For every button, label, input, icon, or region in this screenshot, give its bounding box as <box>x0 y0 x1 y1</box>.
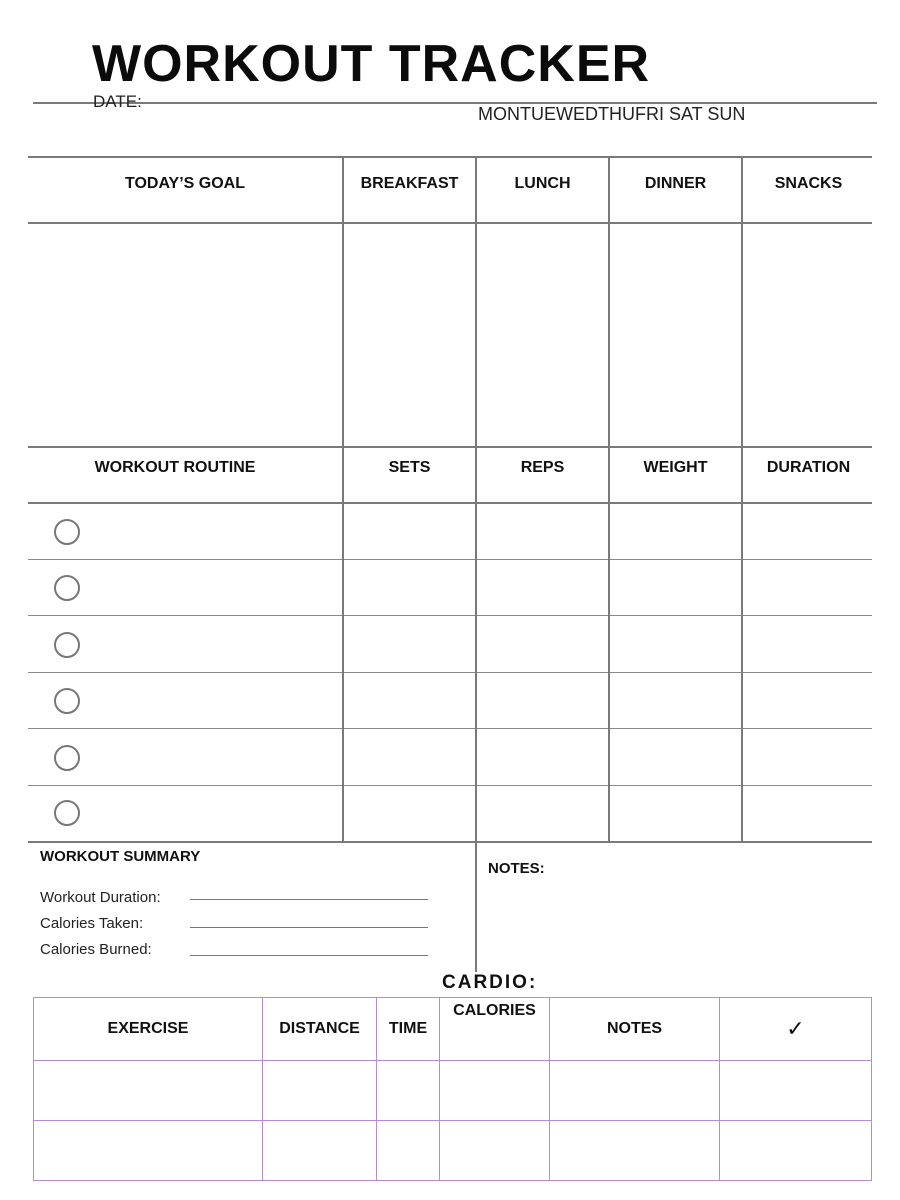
row-divider <box>28 728 872 729</box>
notes-divider <box>475 842 477 972</box>
cardio-distance-cell[interactable] <box>263 1061 377 1121</box>
header-lunch: LUNCH <box>514 175 571 192</box>
page-title: WORKOUT TRACKER <box>92 35 651 93</box>
row-divider <box>28 785 872 786</box>
header-sets: SETS <box>388 459 431 476</box>
date-label: DATE: <box>93 92 142 111</box>
workout-summary-title: WORKOUT SUMMARY <box>40 848 201 865</box>
calories-taken-field[interactable] <box>190 927 428 928</box>
breakfast-field[interactable] <box>344 224 475 446</box>
cardio-check-cell[interactable] <box>720 1061 872 1121</box>
workout-header-border <box>28 502 872 504</box>
workout-col-divider <box>608 446 610 842</box>
dinner-field[interactable] <box>610 224 741 446</box>
exercise-checkbox[interactable] <box>54 688 80 714</box>
cardio-distance-cell[interactable] <box>263 1121 377 1181</box>
cardio-time-cell[interactable] <box>377 1061 440 1121</box>
todays-goal-field[interactable] <box>28 224 342 446</box>
meals-top-border <box>28 156 872 158</box>
exercise-checkbox[interactable] <box>54 800 80 826</box>
row-divider <box>28 672 872 673</box>
header-todays-goal: TODAY’S GOAL <box>124 175 246 192</box>
header-duration: DURATION <box>766 459 851 476</box>
cardio-calories-cell[interactable] <box>440 1121 550 1181</box>
cardio-notes-cell[interactable] <box>550 1061 720 1121</box>
header-exercise: EXERCISE <box>34 998 263 1061</box>
header-dinner: DINNER <box>644 175 707 192</box>
calories-burned-field[interactable] <box>190 955 428 956</box>
exercise-checkbox[interactable] <box>54 745 80 771</box>
calories-taken-label: Calories Taken: <box>40 915 144 932</box>
cardio-header-row <box>34 998 872 1061</box>
workout-col-divider <box>741 446 743 842</box>
cardio-table <box>33 997 872 1181</box>
notes-label: NOTES: <box>488 860 545 877</box>
header-calories: CALORIES <box>440 998 550 1061</box>
row-divider <box>28 559 872 560</box>
header-reps: REPS <box>520 459 565 476</box>
workout-bottom-border <box>28 841 872 843</box>
workout-col-divider <box>342 446 344 842</box>
calories-burned-label: Calories Burned: <box>40 941 152 958</box>
notes-field[interactable] <box>485 882 870 968</box>
header-distance: DISTANCE <box>263 998 377 1061</box>
header-time: TIME <box>377 998 440 1061</box>
workout-duration-field[interactable] <box>190 899 428 900</box>
header-breakfast: BREAKFAST <box>360 175 459 192</box>
header-notes: NOTES <box>550 998 720 1061</box>
header-snacks: SNACKS <box>774 175 843 192</box>
exercise-checkbox[interactable] <box>54 632 80 658</box>
header-workout-routine: WORKOUT ROUTINE <box>94 459 256 476</box>
cardio-check-cell[interactable] <box>720 1121 872 1181</box>
check-icon: ✓ <box>720 998 872 1061</box>
cardio-title: CARDIO: <box>442 972 538 993</box>
workout-col-divider <box>475 446 477 842</box>
table-row <box>34 1121 872 1181</box>
cardio-time-cell[interactable] <box>377 1121 440 1181</box>
weekday-selector[interactable]: MONTUEWEDTHUFRI SAT SUN <box>478 104 746 124</box>
cardio-exercise-cell[interactable] <box>34 1121 263 1181</box>
workout-top-border <box>28 446 872 448</box>
lunch-field[interactable] <box>477 224 608 446</box>
table-row <box>34 1061 872 1121</box>
exercise-checkbox[interactable] <box>54 575 80 601</box>
title-divider <box>33 102 877 104</box>
snacks-field[interactable] <box>743 224 872 446</box>
row-divider <box>28 615 872 616</box>
cardio-exercise-cell[interactable] <box>34 1061 263 1121</box>
cardio-calories-cell[interactable] <box>440 1061 550 1121</box>
workout-duration-label: Workout Duration: <box>40 889 161 906</box>
cardio-notes-cell[interactable] <box>550 1121 720 1181</box>
header-weight: WEIGHT <box>643 459 708 476</box>
exercise-checkbox[interactable] <box>54 519 80 545</box>
